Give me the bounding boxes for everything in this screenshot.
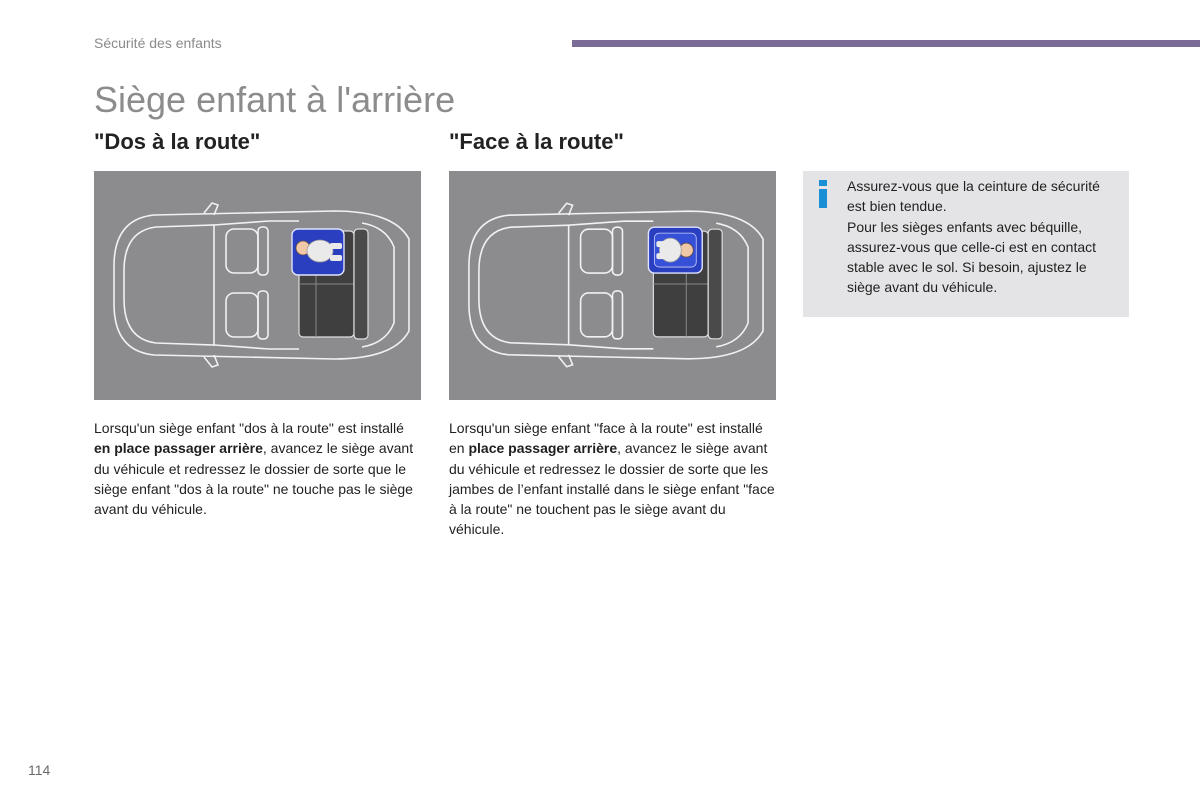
info-line-belt: Assurez-vous que la ceinture de sécurité est bien tendue. (847, 178, 1100, 215)
header-bar (572, 40, 1200, 47)
car-top-view-forward-facing-figure (449, 171, 776, 400)
info-icon (817, 179, 829, 209)
info-text (847, 176, 1122, 298)
heading-rear-facing: "Dos à la route" (94, 129, 261, 154)
heading-forward-facing: "Face à la route" (449, 129, 624, 154)
rear-facing-description: Lorsqu'un siège enfant "dos à la route" est installé en place passager arrière, avancez le siège avant du véhicule et redressez le dossier de sorte que le siège enfant "dos à la route" ne touche pas le siège avant du véhicule. (94, 420, 414, 518)
car-top-view-rear-facing-figure (94, 171, 421, 400)
forward-facing-emphasis: place passager arrière (468, 440, 618, 457)
car-top-view-rear-facing-illustration (94, 171, 421, 400)
page-title: Siège enfant à l'arrière (94, 79, 456, 120)
page-number: 114 (28, 762, 51, 778)
info-note (803, 171, 1129, 317)
car-top-view-forward-facing-illustration (449, 171, 775, 400)
forward-facing-description: Lorsqu'un siège enfant "face à la route" est installé en place passager arrière, avancez le siège avant du véhicule et redressez le dossier de sorte que les jambes de l’enfant installé dans le siège enfant "face à la route" ne touchent pas le siège avant du véhicule. (449, 420, 775, 538)
section-label: Sécurité des enfants (94, 35, 222, 51)
rear-facing-emphasis: en place passager arrière (94, 440, 263, 457)
info-line-support-leg: Pour les sièges enfants avec béquille, assurez-vous que celle-ci est en contact stable avec le sol. Si besoin, ajustez le siège avant du véhicule. (847, 218, 1097, 296)
